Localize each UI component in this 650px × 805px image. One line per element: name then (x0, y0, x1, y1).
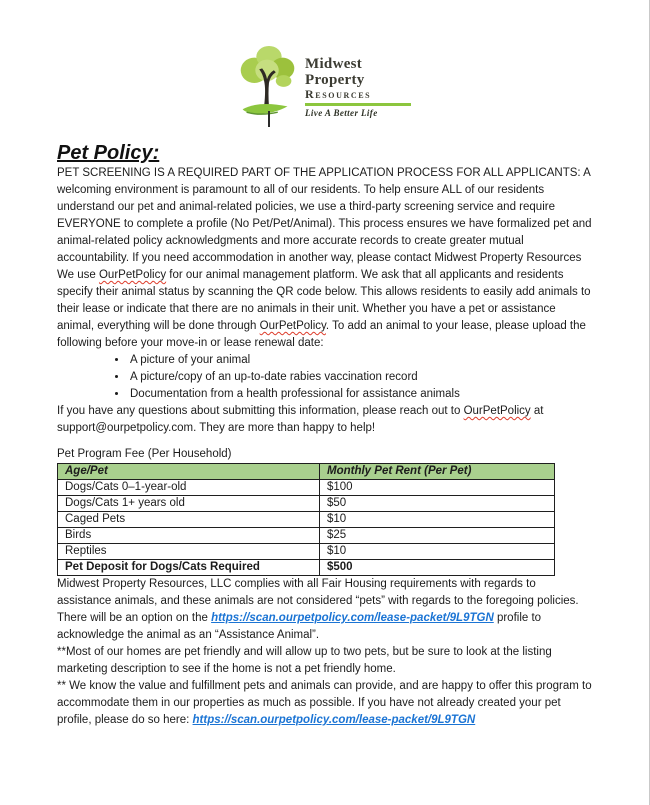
cell-age-pet: Reptiles (58, 544, 320, 560)
cell-age-pet: Dogs/Cats 0–1-year-old (58, 480, 320, 496)
cell-age-pet: Caged Pets (58, 512, 320, 528)
brand-ourpetpolicy: OurPetPolicy (259, 320, 326, 332)
platform-paragraph (57, 267, 593, 352)
questions-seg1: at support@ourpetpolicy.com. They are more than happy to help! (57, 405, 544, 434)
pet-friendly-note-paragraph: **Most of our homes are pet friendly and will allow up to two pets, but be sure to look at the listing marketing description to see if the home is not a pet friendly home. (57, 646, 552, 675)
text-cursor (268, 111, 270, 127)
table-row (58, 512, 555, 528)
cell-rent: $25 (320, 528, 555, 544)
logo-name-line2: Property (305, 72, 365, 88)
lease-packet-link[interactable]: https://scan.ourpetpolicy.com/lease-packet/9L9TGN (211, 612, 494, 624)
platform-seg2: . To add an animal to your lease, please upload the following before your move-in or lease renewal date: (57, 320, 586, 349)
table-row (58, 496, 555, 512)
column-header-age-pet: Age/Pet (58, 464, 320, 480)
cell-age-pet: Birds (58, 528, 320, 544)
page-title: Pet Policy: (57, 142, 160, 164)
table-header-row (58, 464, 555, 480)
table-row (58, 544, 555, 560)
logo-tagline: Live A Better Life (305, 108, 378, 118)
lease-packet-link[interactable]: https://scan.ourpetpolicy.com/lease-packet/9L9TGN (192, 714, 476, 726)
brand-ourpetpolicy: OurPetPolicy (463, 405, 531, 417)
platform-seg1: for our animal management platform. We ask that all applicants and residents specify their animal status by scanning the QR code below. This allows residents to easily add animals to their lease or indicate that there are no animals in their unit. Whether you have a pet or assistance animal, everything will be done through (57, 269, 591, 332)
platform-seg0: We use (57, 269, 99, 281)
cell-rent: $10 (320, 512, 555, 528)
fair-housing-seg1: profile to acknowledge the animal as an “Assistance Animal”. (57, 612, 542, 641)
company-logo (0, 0, 649, 120)
document-body (57, 142, 593, 729)
logo-green-bar (305, 103, 411, 106)
pet-fee-table (57, 463, 555, 576)
tree-logo-icon (238, 44, 298, 120)
table-row-deposit (58, 560, 555, 576)
cell-rent: $50 (320, 496, 555, 512)
fair-housing-paragraph (57, 576, 593, 644)
cell-deposit-label: Pet Deposit for Dogs/Cats Required (58, 560, 320, 576)
cell-rent: $10 (320, 544, 555, 560)
column-header-monthly-rent: Monthly Pet Rent (Per Pet) (320, 464, 555, 480)
logo-name-line1: Midwest (305, 56, 363, 72)
logo-text (305, 44, 411, 118)
fair-housing-seg0: Midwest Property Resources, LLC complies with all Fair Housing requirements with regards to assistance animals, and these animals are not considered “pets” with regards to the foregoing policies. There will be an option on the (57, 578, 579, 624)
questions-seg0: If you have any questions about submitting this information, please reach out to (57, 405, 464, 417)
list-item: • Documentation from a health professional for assistance animals (128, 386, 593, 403)
table-row (58, 528, 555, 544)
fee-table-caption: Pet Program Fee (Per Household) (57, 448, 232, 460)
cell-rent: $100 (320, 480, 555, 496)
brand-ourpetpolicy: OurPetPolicy (98, 269, 167, 281)
table-row (58, 480, 555, 496)
intro-paragraph: PET SCREENING IS A REQUIRED PART OF THE APPLICATION PROCESS FOR ALL APPLICANTS: A welcoming environment is paramount to all of our residents. To help ensure ALL of our residents understand our pet and animal-related policies, we use a third-party screening service and require EVERYONE to complete a profile (No Pet/Pet/Animal). This process ensures we have formalized pet and animal-related policy acknowledgments and more accurate records to create greater mutual accountability. If you need accommodation in another way, please contact Midwest Property Resources (57, 167, 592, 264)
logo-name-line3: Resources (305, 87, 372, 101)
program-note-paragraph (57, 678, 593, 729)
cell-deposit-amount: $500 (320, 560, 555, 576)
list-item: • A picture/copy of an up-to-date rabies vaccination record (128, 369, 593, 386)
list-item: • A picture of your animal (128, 352, 593, 369)
upload-requirements-list (57, 352, 593, 403)
cell-age-pet: Dogs/Cats 1+ years old (58, 496, 320, 512)
questions-paragraph (57, 403, 593, 437)
program-note-seg0: ** We know the value and fulfillment pets and animals can provide, and are happy to offer this program to accommodate them in our properties as much as possible. If you have not already created your pet profile, please do so here: (57, 680, 592, 726)
